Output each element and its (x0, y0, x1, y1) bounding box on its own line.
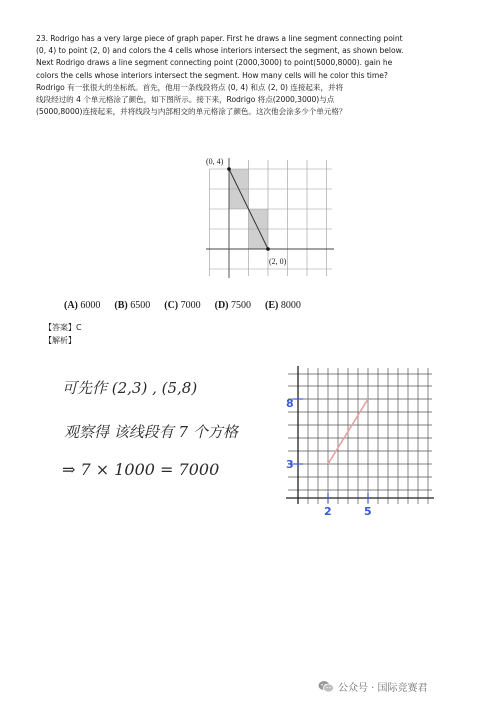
problem-line: 23. Rodrigo has a very large piece of graph paper. First he draws a line segment connecting point (36, 34, 403, 43)
label-point-bottom: (2, 0) (269, 257, 287, 266)
problem-line: colors the cells whose interiors intersect the segment. How many cells will he color this time? (36, 70, 388, 80)
problem-line: Next Rodrigo draws a line segment connecting point (2000,3000) to point(5000,8000). gain he (36, 58, 393, 68)
answer-label: 【答案】C (44, 323, 82, 332)
answer-choices (64, 300, 384, 311)
endpoint-bottom (266, 247, 270, 251)
handwritten-solution (48, 357, 296, 487)
hand-line-2: 观察得 该线段有 7 个方格 (64, 423, 238, 441)
choice-c: (C) 7000 (164, 300, 201, 311)
answer-block (44, 322, 82, 347)
label-x-2: 2 (324, 505, 332, 518)
problem-line: 线段经过的 4 个单元格涂了颜色，如下图所示。接下来，Rodrigo 将点(2000,3000)与点 (36, 95, 335, 105)
analysis-label: 【解析】 (44, 335, 76, 345)
hand-line-3: ⇒ 7 × 1000 = 7000 (62, 460, 220, 479)
graph-figure-1 (198, 150, 336, 286)
problem-line: (0, 4) to point (2, 0) and colors the 4 cells whose interiors intersect the segment, as shown below. (36, 46, 404, 56)
label-y-8: 8 (286, 397, 294, 410)
choice-b: (B) 6500 (114, 300, 151, 311)
choice-d: (D) 7500 (214, 300, 252, 311)
problem-line: Rodrigo 有一张很大的坐标纸。首先，他用一条线段将点 (0, 4) 和点 (2, 0) 连接起来，并将 (36, 82, 344, 92)
watermark (318, 679, 428, 694)
endpoint-top (227, 167, 231, 171)
choice-e: (E) 8000 (265, 300, 301, 311)
problem-text (36, 33, 454, 118)
choice-a: (A) 6000 (64, 300, 101, 311)
label-x-5: 5 (364, 505, 372, 518)
grid-lines-2 (288, 368, 432, 504)
graph-figure-2 (282, 362, 436, 518)
hand-line-1: 可先作 (2,3) , (5,8) (62, 379, 198, 397)
wechat-icon (318, 680, 334, 693)
label-y-3: 3 (286, 458, 294, 471)
watermark-text: 公众号 · 国际竞赛君 (338, 683, 428, 694)
label-point-top: (0, 4) (206, 157, 224, 166)
problem-line: (5000,8000)连接起来，并将线段与内部相交的单元格涂了颜色。这次他会涂多少个单元格？ (36, 107, 347, 117)
